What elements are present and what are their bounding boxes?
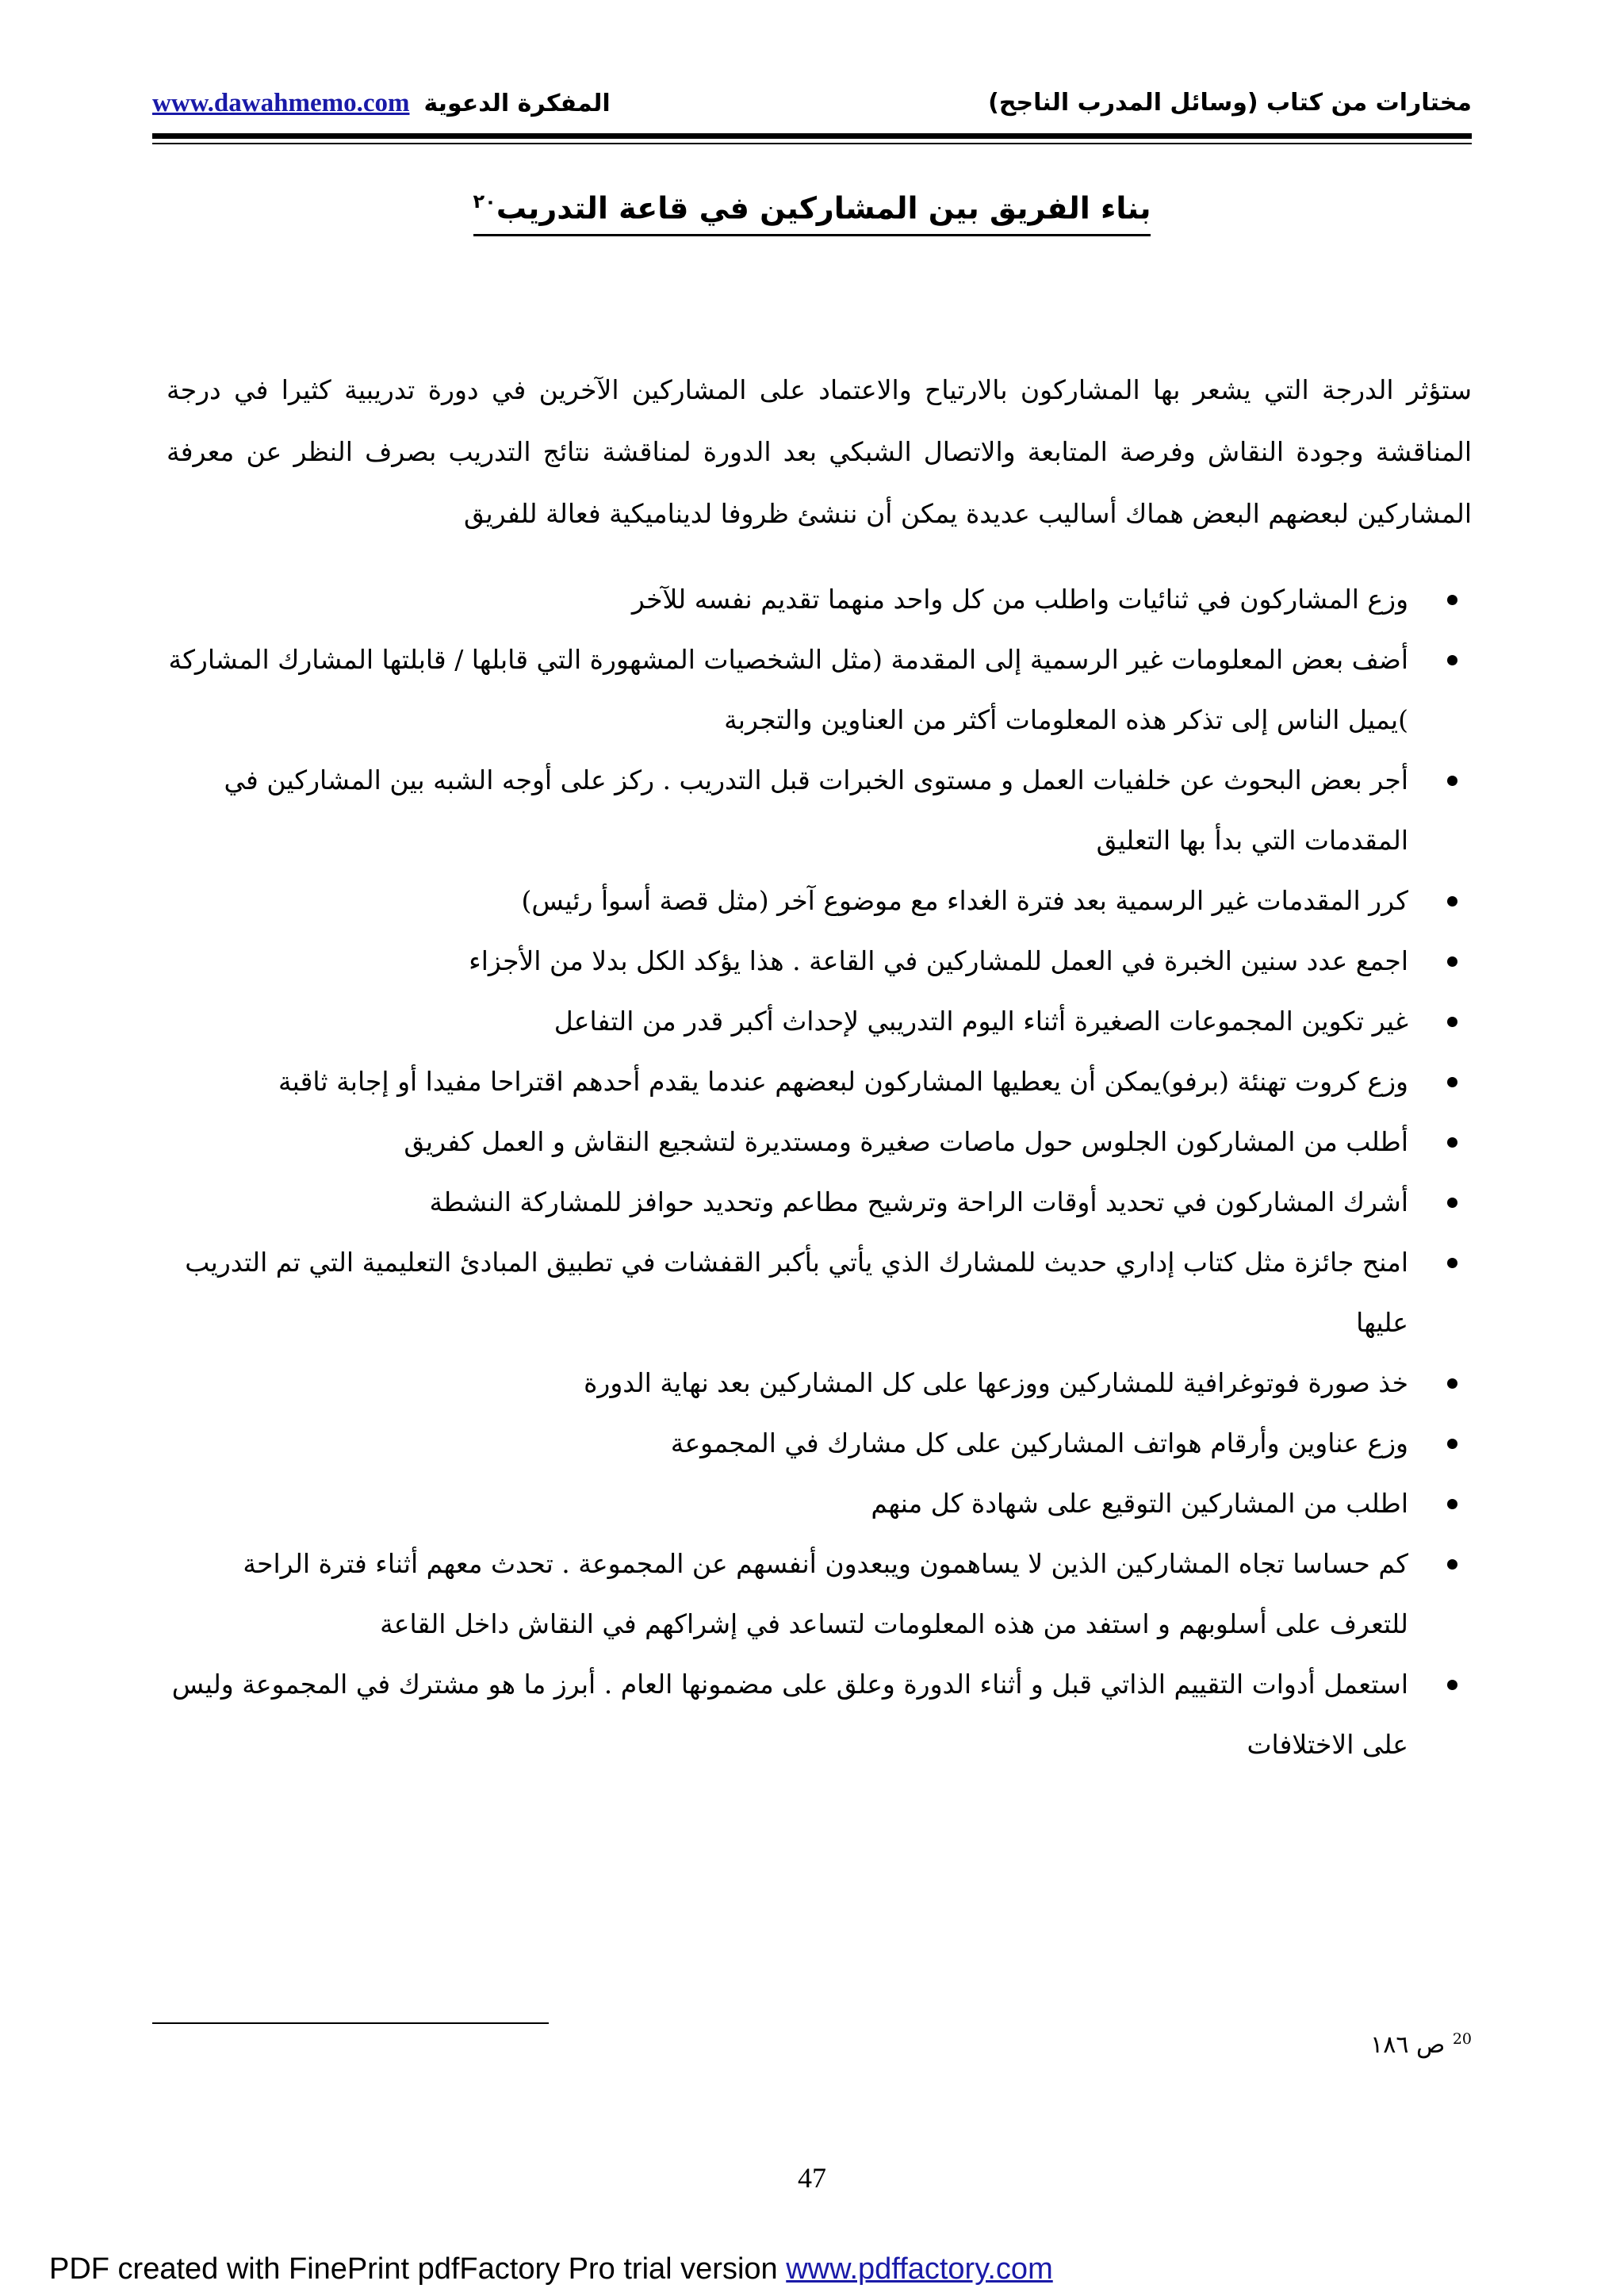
site-name: المفكرة الدعوية	[423, 90, 611, 117]
list-item	[167, 1534, 1472, 1654]
list-item	[167, 1474, 1472, 1534]
list-item	[167, 1172, 1472, 1232]
list-item-text: أشرك المشاركون في تحديد أوقات الراحة وترشيح مطاعم وتحديد حوافز للمشاركة النشطة	[429, 1186, 1408, 1217]
bullet-icon	[1447, 1378, 1457, 1389]
title-footnote-marker[interactable]: ٢٠	[473, 190, 496, 213]
list-item-text: كرر المقدمات غير الرسمية بعد فترة الغداء مع موضوع آخر (مثل قصة أسوأ رئيس)	[521, 885, 1408, 916]
footnote-marker: 20	[1452, 2030, 1472, 2048]
list-item-text: كم حساسا تجاه المشاركين الذين لا يساهمون ويبعدون أنفسهم عن المجموعة . تحدث معهم أثناء فترة الراحة للتعرف على أسلوبهم و استفد من هذه المعلومات لتساعد في إشراكهم في النقاش داخل القاعة	[243, 1548, 1408, 1639]
list-item-text: أضف بعض المعلومات غير الرسمية إلى المقدمة (مثل الشخصيات المشهورة التي قابلها / قابلتها المشارك المشاركة )يميل الناس إلى تذكر هذه المعلومات أكثر من العناوين والتجربة	[168, 644, 1408, 735]
bullet-icon	[1447, 1680, 1457, 1690]
header-rule-thick	[152, 133, 1472, 139]
list-item	[167, 1052, 1472, 1112]
list-item-text: وزع كروت تهنئة (برفو)يمكن أن يعطيها المشاركون لبعضهم عندما يقدم أحدهم اقتراحا مفيدا أو إجابة ثاقبة	[278, 1066, 1408, 1097]
list-item	[167, 931, 1472, 991]
list-item-text: امنح جائزة مثل كتاب إداري حديث للمشارك الذي يأتي بأكبر القفشات في تطبيق المبادئ التعليمية التي تم التدريب عليها	[185, 1247, 1408, 1338]
bullet-icon	[1447, 1258, 1457, 1268]
list-item-text: غير تكوين المجموعات الصغيرة أثناء اليوم التدريبي لإحداث أكبر قدر من التفاعل	[553, 1006, 1408, 1037]
bullet-icon	[1447, 1137, 1457, 1148]
bullet-icon	[1447, 1439, 1457, 1449]
list-item	[167, 871, 1472, 931]
list-item	[167, 1353, 1472, 1413]
list-item-text: أطلب من المشاركون الجلوس حول ماصات صغيرة ومستديرة لتشجيع النقاش و العمل كفريق	[404, 1126, 1408, 1157]
pdf-factory-link[interactable]: www.pdffactory.com	[786, 2252, 1053, 2286]
bullet-icon	[1447, 1198, 1457, 1208]
list-item	[167, 1654, 1472, 1775]
page-number: 47	[798, 2162, 826, 2194]
list-item	[167, 1112, 1472, 1172]
bullet-icon	[1447, 1559, 1457, 1570]
header-rule-thin	[152, 143, 1472, 144]
pdf-banner	[49, 2252, 1053, 2286]
bullet-icon	[1447, 595, 1457, 605]
list-item-text: اجمع عدد سنين الخبرة في العمل للمشاركين في القاعة . هذا يؤكد الكل بدلا من الأجزاء	[469, 945, 1408, 976]
list-item	[167, 630, 1472, 750]
list-item-text: اطلب من المشاركين التوقيع على شهادة كل منهم	[871, 1488, 1408, 1519]
footnote-separator	[152, 2022, 549, 2024]
bullet-icon	[1447, 896, 1457, 907]
bullet-icon	[1447, 776, 1457, 786]
footnote	[1370, 2030, 1472, 2059]
page-title	[473, 190, 1151, 236]
list-item	[167, 991, 1472, 1052]
list-item-text: أجر بعض البحوث عن خلفيات العمل و مستوى الخبرات قبل التدريب . ركز على أوجه الشبه بين المشاركين في المقدمات التي بدأ بها التعليق	[224, 765, 1408, 856]
site-info	[152, 89, 611, 118]
intro-paragraph: ستؤثر الدرجة التي يشعر بها المشاركون بالارتياح والاعتماد على المشاركين الآخرين في دورة تدريبية كثيرا في درجة المناقشة وجودة النقاش وفرصة المتابعة والاتصال الشبكي بعد الدورة لمناقشة نتائج التدريب بصرف النظر عن معرفة المشاركين لبعضهم البعض هماك أساليب عديدة يمكن أن ننشئ ظروفا لديناميكية فعالة للفريق	[167, 374, 1472, 529]
list-item	[167, 1232, 1472, 1353]
list-item-text: وزع عناوين وأرقام هواتف المشاركين على كل مشارك في المجموعة	[670, 1428, 1408, 1458]
bullet-list	[167, 569, 1472, 1775]
book-title: مختارات من كتاب (وسائل المدرب الناجح)	[988, 89, 1472, 117]
page-title-text: بناء الفريق بين المشاركين في قاعة التدريب	[496, 190, 1151, 226]
bullet-icon	[1447, 655, 1457, 665]
bullet-icon	[1447, 1017, 1457, 1027]
pdf-banner-text: PDF created with FinePrint pdfFactory Pro trial version	[49, 2252, 778, 2286]
list-item	[167, 750, 1472, 871]
list-item-text: استعمل أدوات التقييم الذاتي قبل و أثناء الدورة وعلق على مضمونها العام . أبرز ما هو مشترك في المجموعة وليس على الاختلافات	[171, 1669, 1408, 1760]
title-wrap	[0, 190, 1624, 236]
list-item	[167, 569, 1472, 630]
footnote-text: ص ١٨٦	[1370, 2031, 1446, 2059]
site-url-link[interactable]: www.dawahmemo.com	[152, 89, 410, 117]
bullet-icon	[1447, 1077, 1457, 1087]
page-header	[152, 89, 1472, 128]
bullet-icon	[1447, 956, 1457, 967]
bullet-icon	[1447, 1499, 1457, 1509]
list-item-text: وزع المشاركون في ثنائيات واطلب من كل واحد منهما تقديم نفسه للآخر	[631, 584, 1408, 615]
list-item-text: خذ صورة فوتوغرافية للمشاركين ووزعها على كل المشاركين بعد نهاية الدورة	[584, 1367, 1408, 1398]
list-item	[167, 1413, 1472, 1474]
